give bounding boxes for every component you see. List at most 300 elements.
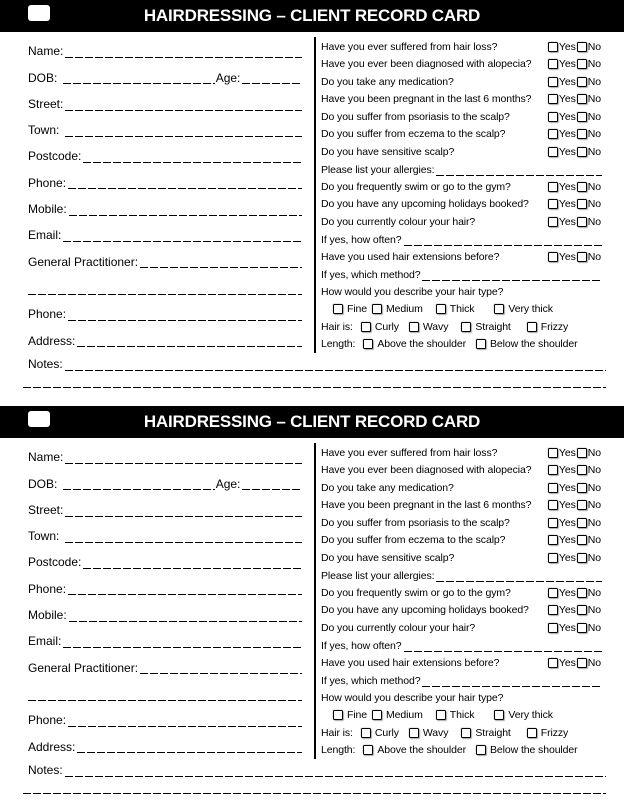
question-text: Do you currently colour your hair? [321,215,476,228]
above-shoulder-checkbox[interactable] [363,339,373,349]
question-row-psoriasis [321,108,602,126]
length-label: Length: [321,744,356,757]
yes-no-group [548,622,602,634]
yes-checkbox[interactable] [548,42,558,52]
medium-label: Medium [386,709,423,722]
no-checkbox[interactable] [577,147,587,157]
general-practitioner-label: General Practitioner: [28,660,139,675]
field-row-dob-age [28,469,302,495]
mobile-input-line[interactable] [69,619,302,622]
no-label: No [587,215,601,228]
curly-checkbox[interactable] [361,728,371,738]
no-label: No [587,40,601,53]
yes-no-group [548,604,602,616]
question-row-psoriasis [321,514,602,532]
general-practitioner-input-line[interactable] [140,266,302,269]
no-label: No [587,516,601,529]
option-fine [333,303,367,315]
card-header [0,406,624,438]
question-row-hair-extensions [321,248,602,266]
yes-no-group [548,111,602,123]
option-below-shoulder [476,744,578,756]
no-label: No [587,128,601,141]
question-row-eczema [321,532,602,550]
option-frizzy [527,321,568,333]
length-options-row [321,336,602,354]
yes-no-group [548,464,602,476]
yes-label: Yes [558,250,576,263]
yes-checkbox[interactable] [548,217,558,227]
field-row-email [28,627,302,653]
no-label: No [587,604,601,617]
yes-checkbox[interactable] [548,199,558,209]
card-title: HAIRDRESSING – CLIENT RECORD CARD [143,412,481,431]
wavy-checkbox[interactable] [409,728,419,738]
yes-label: Yes [558,516,576,529]
option-above-shoulder [363,338,466,350]
no-label: No [587,180,601,193]
question-row-pregnant [321,497,602,515]
thick-label: Thick [449,303,475,316]
question-text: If yes, how often? [321,234,402,246]
question-text: Have you used hair extensions before? [321,250,500,263]
age-label: Age: [215,476,241,491]
question-row-hair-type-prompt [321,283,602,301]
no-label: No [587,145,601,158]
no-checkbox[interactable] [577,448,587,458]
field-row-phone [28,574,302,600]
no-checkbox[interactable] [577,94,587,104]
email-input-line[interactable] [63,239,302,242]
dob-label: DOB: [28,476,61,491]
option-very-thick [494,303,553,315]
wavy-label: Wavy [422,320,449,333]
question-row-colour-hair [321,213,602,231]
email-label: Email: [28,634,62,649]
question-row-swim-gym [321,584,602,602]
general-practitioner-continuation-line[interactable] [28,698,302,701]
frizzy-checkbox[interactable] [527,728,537,738]
yes-label: Yes [558,110,576,123]
gp-phone-label: Phone: [28,307,67,322]
card-title: HAIRDRESSING – CLIENT RECORD CARD [143,6,481,25]
option-medium [372,709,423,721]
notes-row [28,354,606,371]
which-method-input-line[interactable] [422,684,602,687]
option-wavy [409,727,448,739]
general-practitioner-input-line[interactable] [140,672,302,675]
yes-no-group [548,76,602,88]
yes-checkbox[interactable] [548,129,558,139]
age-label: Age: [215,70,241,85]
name-input-line[interactable] [65,55,302,58]
fine-checkbox[interactable] [333,304,343,314]
field-row-street [28,496,302,522]
no-checkbox[interactable] [577,535,587,545]
mobile-input-line[interactable] [69,213,302,216]
field-row-gp-address [28,732,302,758]
question-text: Do you take any medication? [321,75,454,88]
thick-checkbox[interactable] [436,304,446,314]
straight-checkbox[interactable] [461,728,471,738]
no-checkbox[interactable] [577,605,587,615]
no-checkbox[interactable] [577,483,587,493]
yes-no-group [548,198,602,210]
yes-no-group [548,41,602,53]
yes-checkbox[interactable] [548,658,558,668]
medium-checkbox[interactable] [372,304,382,314]
straight-label: Straight [475,320,511,333]
yes-no-group [548,181,602,193]
town-label: Town: [28,123,63,138]
hair-is-options-row [321,318,602,336]
age-input-line[interactable] [242,488,302,491]
question-row-how-often [321,637,602,655]
yes-label: Yes [558,75,576,88]
yes-checkbox[interactable] [548,535,558,545]
yes-checkbox[interactable] [548,518,558,528]
straight-label: Straight [475,726,511,739]
yes-label: Yes [558,656,576,669]
town-label: Town: [28,529,63,544]
fine-checkbox[interactable] [333,710,343,720]
field-row-gp-phone [28,706,302,732]
field-row-town [28,522,302,548]
question-text: Do you frequently swim or go to the gym? [321,180,511,193]
very-thick-checkbox[interactable] [494,304,504,314]
question-row-allergies [321,161,602,179]
card-header [0,0,624,32]
yes-label: Yes [558,621,576,634]
field-row-dob-age [28,63,302,89]
yes-label: Yes [558,464,576,477]
question-text: If yes, which method? [321,269,421,281]
personal-details-column [0,443,314,759]
yes-checkbox[interactable] [548,147,558,157]
postcode-input-line[interactable] [83,566,302,569]
field-row-gp-address [28,326,302,352]
dob-input-line[interactable] [63,82,215,85]
yes-checkbox[interactable] [548,252,558,262]
no-checkbox[interactable] [577,588,587,598]
dob-label: DOB: [28,70,61,85]
field-row-general-practitioner [28,247,302,273]
question-text: Do you suffer from eczema to the scalp? [321,128,506,141]
question-text: If yes, how often? [321,640,402,652]
yes-label: Yes [558,481,576,494]
yes-label: Yes [558,198,576,211]
no-label: No [587,656,601,669]
hair-is-label: Hair is: [321,320,353,333]
hair-type-options-row [321,707,602,725]
gp-address-input-line[interactable] [77,751,302,754]
yes-checkbox[interactable] [548,588,558,598]
field-row-phone [28,168,302,194]
no-checkbox[interactable] [577,112,587,122]
field-row-email [28,221,302,247]
postcode-label: Postcode: [28,555,82,570]
which-method-input-line[interactable] [422,278,602,281]
question-text: Do you currently colour your hair? [321,621,476,634]
no-label: No [587,250,601,263]
card-columns [0,37,624,353]
yes-checkbox[interactable] [548,182,558,192]
option-very-thick [494,709,553,721]
yes-checkbox[interactable] [548,605,558,615]
question-row-how-often [321,231,602,249]
allergies-input-line[interactable] [436,579,602,582]
question-row-hair-loss [321,38,602,56]
how-often-input-line[interactable] [404,243,603,246]
no-checkbox[interactable] [577,199,587,209]
card-columns [0,443,624,759]
postcode-label: Postcode: [28,149,82,164]
yes-checkbox[interactable] [548,59,558,69]
yes-label: Yes [558,446,576,459]
yes-label: Yes [558,40,576,53]
question-text: Do you suffer from psoriasis to the scalp? [321,110,510,123]
curly-checkbox[interactable] [361,322,371,332]
street-input-line[interactable] [65,514,302,517]
question-text: Do you have any upcoming holidays booked? [321,604,529,617]
dob-input-line[interactable] [63,488,215,491]
no-label: No [587,58,601,71]
no-label: No [587,499,601,512]
no-checkbox[interactable] [577,59,587,69]
no-checkbox[interactable] [577,465,587,475]
postcode-input-line[interactable] [83,160,302,163]
phone-label: Phone: [28,175,67,190]
client-record-card [0,406,624,812]
no-label: No [587,551,601,564]
field-row-name [28,443,302,469]
no-label: No [587,464,601,477]
personal-details-column [0,37,314,353]
yes-label: Yes [558,58,576,71]
no-label: No [587,534,601,547]
no-checkbox[interactable] [577,623,587,633]
no-label: No [587,446,601,459]
mobile-label: Mobile: [28,202,67,217]
question-text: If yes, which method? [321,675,421,687]
yes-no-group [548,482,602,494]
question-row-hair-type-prompt [321,689,602,707]
yes-label: Yes [558,551,576,564]
option-curly [361,727,399,739]
gp-phone-input-line[interactable] [68,318,302,321]
question-text: Have you ever been diagnosed with alopecia? [321,464,532,477]
question-row-hair-extensions [321,654,602,672]
question-text: Do you suffer from psoriasis to the scalp? [321,516,510,529]
question-text: Have you ever suffered from hair loss? [321,446,498,459]
yes-no-group [548,499,602,511]
question-text: Have you been pregnant in the last 6 months? [321,93,532,106]
street-label: Street: [28,502,64,517]
no-checkbox[interactable] [577,553,587,563]
general-practitioner-continuation-line[interactable] [28,292,302,295]
no-label: No [587,621,601,634]
question-row-pregnant [321,91,602,109]
notes-continuation-line[interactable] [23,385,606,388]
yes-checkbox[interactable] [548,94,558,104]
no-checkbox[interactable] [577,42,587,52]
notes-label: Notes: [28,763,63,777]
question-row-alopecia [321,56,602,74]
yes-no-group [548,251,602,263]
question-row-allergies [321,567,602,585]
question-text: Please list your allergies: [321,570,435,582]
yes-label: Yes [558,604,576,617]
medium-checkbox[interactable] [372,710,382,720]
question-text: Do you suffer from eczema to the scalp? [321,534,506,547]
yes-no-group [548,534,602,546]
yes-no-group [548,552,602,564]
question-row-alopecia [321,462,602,480]
notes-input-line[interactable] [65,368,606,371]
question-text: Have you ever been diagnosed with alopecia? [321,58,532,71]
question-row-sensitive-scalp [321,143,602,161]
notes-label: Notes: [28,357,63,371]
frizzy-checkbox[interactable] [527,322,537,332]
field-row-postcode [28,548,302,574]
yes-label: Yes [558,93,576,106]
general-practitioner-label: General Practitioner: [28,254,139,269]
notes-input-line[interactable] [65,774,606,777]
option-straight [461,727,510,739]
yes-no-group [548,216,602,228]
field-row-postcode [28,142,302,168]
no-checkbox[interactable] [577,518,587,528]
street-input-line[interactable] [65,108,302,111]
yes-no-group [548,657,602,669]
thick-checkbox[interactable] [436,710,446,720]
question-row-medication [321,479,602,497]
question-row-sensitive-scalp [321,549,602,567]
wavy-label: Wavy [422,726,449,739]
yes-no-group [548,93,602,105]
notes-continuation-line[interactable] [23,791,606,794]
how-often-input-line[interactable] [404,649,603,652]
curly-label: Curly [374,726,399,739]
fine-label: Fine [347,709,368,722]
option-wavy [409,321,448,333]
no-checkbox[interactable] [577,252,587,262]
yes-label: Yes [558,145,576,158]
option-thick [436,303,475,315]
email-input-line[interactable] [63,645,302,648]
below-shoulder-checkbox[interactable] [476,339,486,349]
mobile-label: Mobile: [28,608,67,623]
hair-type-options-row [321,301,602,319]
question-row-hair-loss [321,444,602,462]
below-shoulder-checkbox[interactable] [476,745,486,755]
no-checkbox[interactable] [577,77,587,87]
question-row-swim-gym [321,178,602,196]
yes-label: Yes [558,180,576,193]
yes-checkbox[interactable] [548,77,558,87]
question-text: Do you frequently swim or go to the gym? [321,586,511,599]
no-checkbox[interactable] [577,658,587,668]
yes-checkbox[interactable] [548,553,558,563]
no-label: No [587,75,601,88]
option-frizzy [527,727,568,739]
no-checkbox[interactable] [577,182,587,192]
yes-label: Yes [558,534,576,547]
option-below-shoulder [476,338,578,350]
yes-checkbox[interactable] [548,448,558,458]
no-checkbox[interactable] [577,217,587,227]
yes-label: Yes [558,215,576,228]
above-shoulder-checkbox[interactable] [363,745,373,755]
street-label: Street: [28,96,64,111]
very-thick-label: Very thick [508,709,553,722]
question-row-which-method [321,266,602,284]
yes-no-group [548,517,602,529]
field-row-gp-phone [28,300,302,326]
yes-checkbox[interactable] [548,483,558,493]
no-label: No [587,481,601,494]
no-checkbox[interactable] [577,500,587,510]
straight-checkbox[interactable] [461,322,471,332]
email-label: Email: [28,228,62,243]
question-text: Have you ever suffered from hair loss? [321,40,498,53]
wavy-checkbox[interactable] [409,322,419,332]
gp-address-label: Address: [28,333,76,348]
option-curly [361,321,399,333]
question-text: Have you been pregnant in the last 6 months? [321,499,532,512]
name-input-line[interactable] [65,461,302,464]
yes-label: Yes [558,499,576,512]
field-row-name [28,37,302,63]
yes-checkbox[interactable] [548,465,558,475]
yes-checkbox[interactable] [548,623,558,633]
question-text: Have you used hair extensions before? [321,656,500,669]
question-row-colour-hair [321,619,602,637]
questionnaire-column [314,37,624,353]
option-fine [333,709,367,721]
allergies-input-line[interactable] [436,173,602,176]
name-label: Name: [28,450,64,465]
question-row-holidays [321,196,602,214]
notes-row [28,760,606,777]
town-input-line[interactable] [65,134,302,137]
frizzy-label: Frizzy [540,320,569,333]
yes-checkbox[interactable] [548,112,558,122]
no-label: No [587,198,601,211]
yes-checkbox[interactable] [548,500,558,510]
age-input-line[interactable] [242,82,302,85]
yes-label: Yes [558,586,576,599]
question-text: Do you have sensitive scalp? [321,145,455,158]
very-thick-checkbox[interactable] [494,710,504,720]
town-input-line[interactable] [65,540,302,543]
question-row-eczema [321,126,602,144]
phone-input-line[interactable] [68,187,302,190]
question-text: How would you describe your hair type? [321,691,504,704]
gp-address-input-line[interactable] [77,345,302,348]
hair-is-label: Hair is: [321,726,353,739]
no-checkbox[interactable] [577,129,587,139]
question-row-which-method [321,672,602,690]
phone-input-line[interactable] [68,593,302,596]
field-row-gp-continuation [28,274,302,300]
yes-no-group [548,58,602,70]
yes-no-group [548,128,602,140]
gp-phone-input-line[interactable] [68,724,302,727]
below-shoulder-label: Below the shoulder [490,744,578,757]
field-row-general-practitioner [28,653,302,679]
above-shoulder-label: Above the shoulder [377,338,467,351]
